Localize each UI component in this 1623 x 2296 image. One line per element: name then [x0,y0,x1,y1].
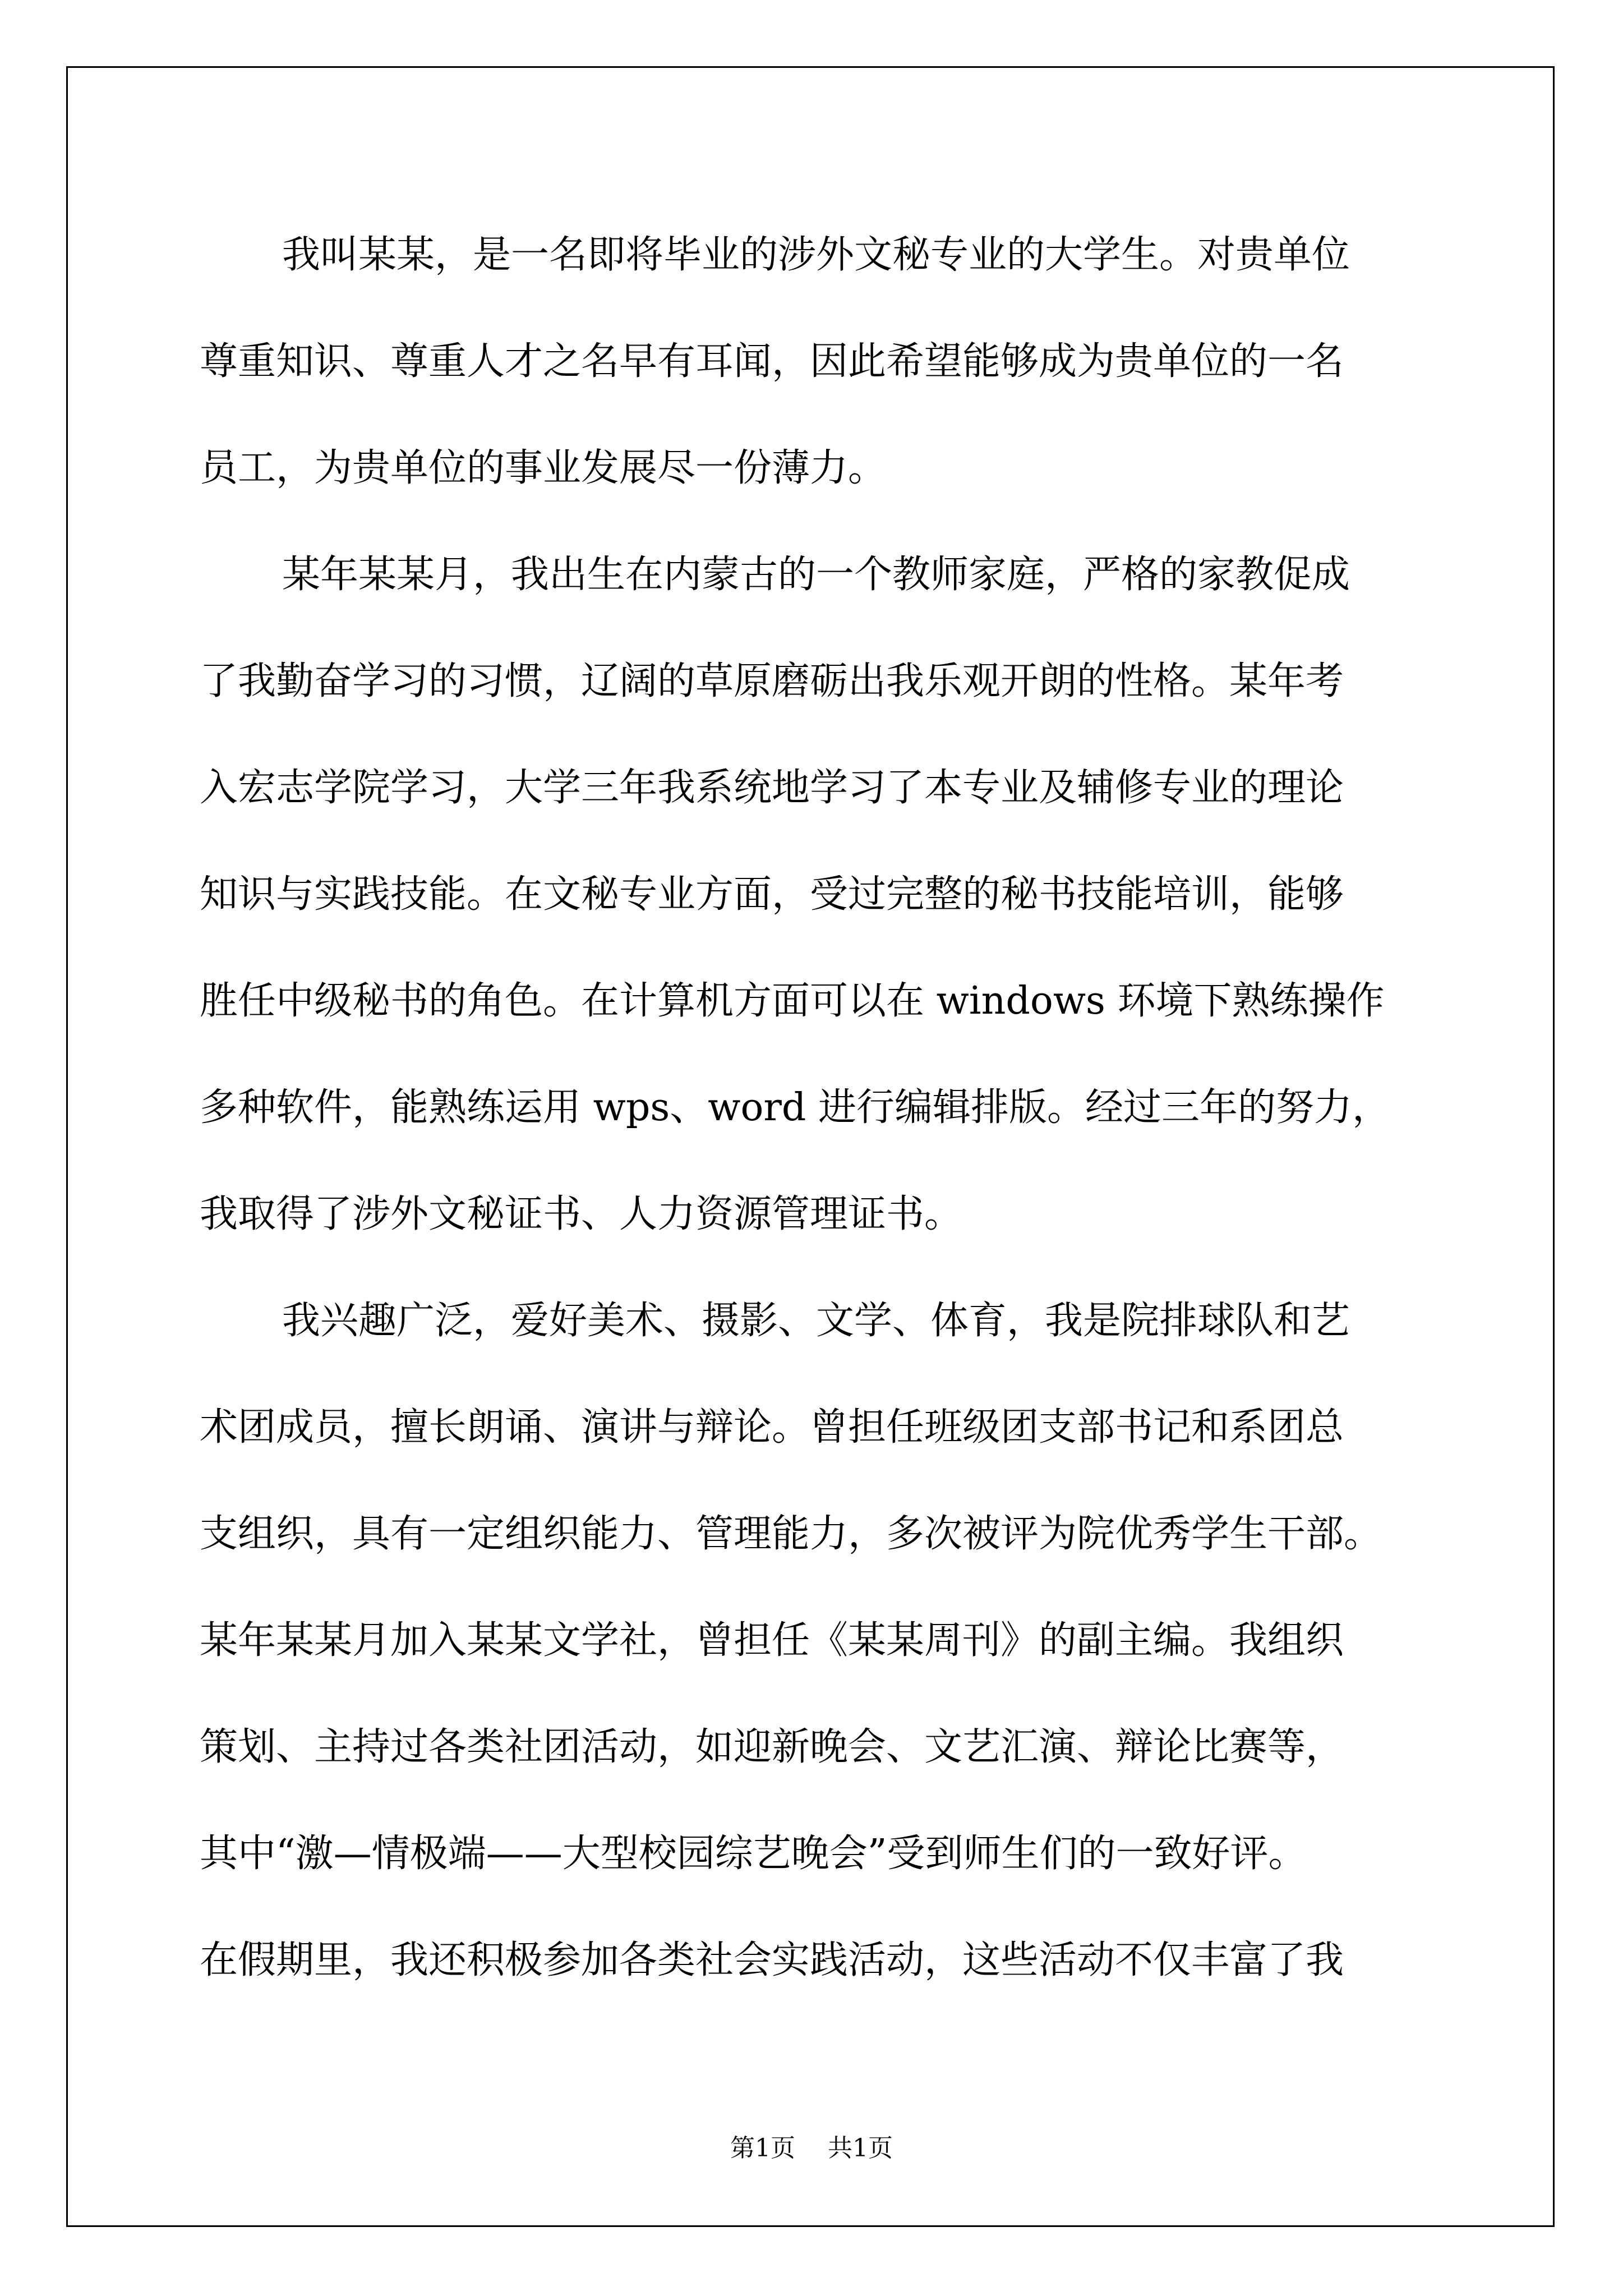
page-number: 第1页 [730,2134,795,2162]
text-line: 胜任中级秘书的角色。在计算机方面可以在 windows 环境下熟练操作 [200,979,1385,1023]
text-line: 我取得了涉外文秘证书、人力资源管理证书。 [200,1192,963,1236]
text-line: 入宏志学院学习，大学三年我系统地学习了本专业及辅修专业的理论 [200,766,1344,810]
text-line: 术团成员，擅长朗诵、演讲与辩论。曾担任班级团支部书记和系团总 [200,1405,1344,1450]
text-line: 了我勤奋学习的习惯，辽阔的草原磨砺出我乐观开朗的性格。某年考 [200,659,1344,703]
text-line: 支组织，具有一定组织能力、管理能力，多次被评为院优秀学生干部。 [200,1512,1382,1556]
text-line: 知识与实践技能。在文秘专业方面，受过完整的秘书技能培训，能够 [200,872,1344,917]
text-line: 多种软件，能熟练运用 wps、word 进行编辑排版。经过三年的努力， [200,1085,1391,1130]
text-line: 我兴趣广泛，爱好美术、摄影、文学、体育，我是院排球队和艺 [282,1299,1350,1343]
text-line: 某年某某月加入某某文学社，曾担任《某某周刊》的副主编。我组织 [200,1618,1344,1663]
page-footer [0,2132,1623,2165]
text-line: 我叫某某，是一名即将毕业的涉外文秘专业的大学生。对贵单位 [282,233,1350,277]
text-line: 某年某某月，我出生在内蒙古的一个教师家庭，严格的家教促成 [282,553,1350,597]
paragraph-activities [200,1268,1433,2014]
letter-body [200,202,1433,2014]
text-line: 在假期里，我还积极参加各类社会实践活动，这些活动不仅丰富了我 [200,1938,1344,1982]
page-total: 共1页 [828,2134,893,2162]
paragraph-education [200,522,1433,1268]
text-line: 策划、主持过各类社团活动，如迎新晚会、文艺汇演、辩论比赛等， [200,1725,1344,1769]
paragraph-introduction [200,202,1433,522]
text-line: 员工，为贵单位的事业发展尽一份薄力。 [200,446,887,490]
text-line: 其中“激—情极端——大型校园综艺晚会”受到师生们的一致好评。 [200,1832,1307,1876]
text-line: 尊重知识、尊重人才之名早有耳闻，因此希望能够成为贵单位的一名 [200,339,1344,384]
